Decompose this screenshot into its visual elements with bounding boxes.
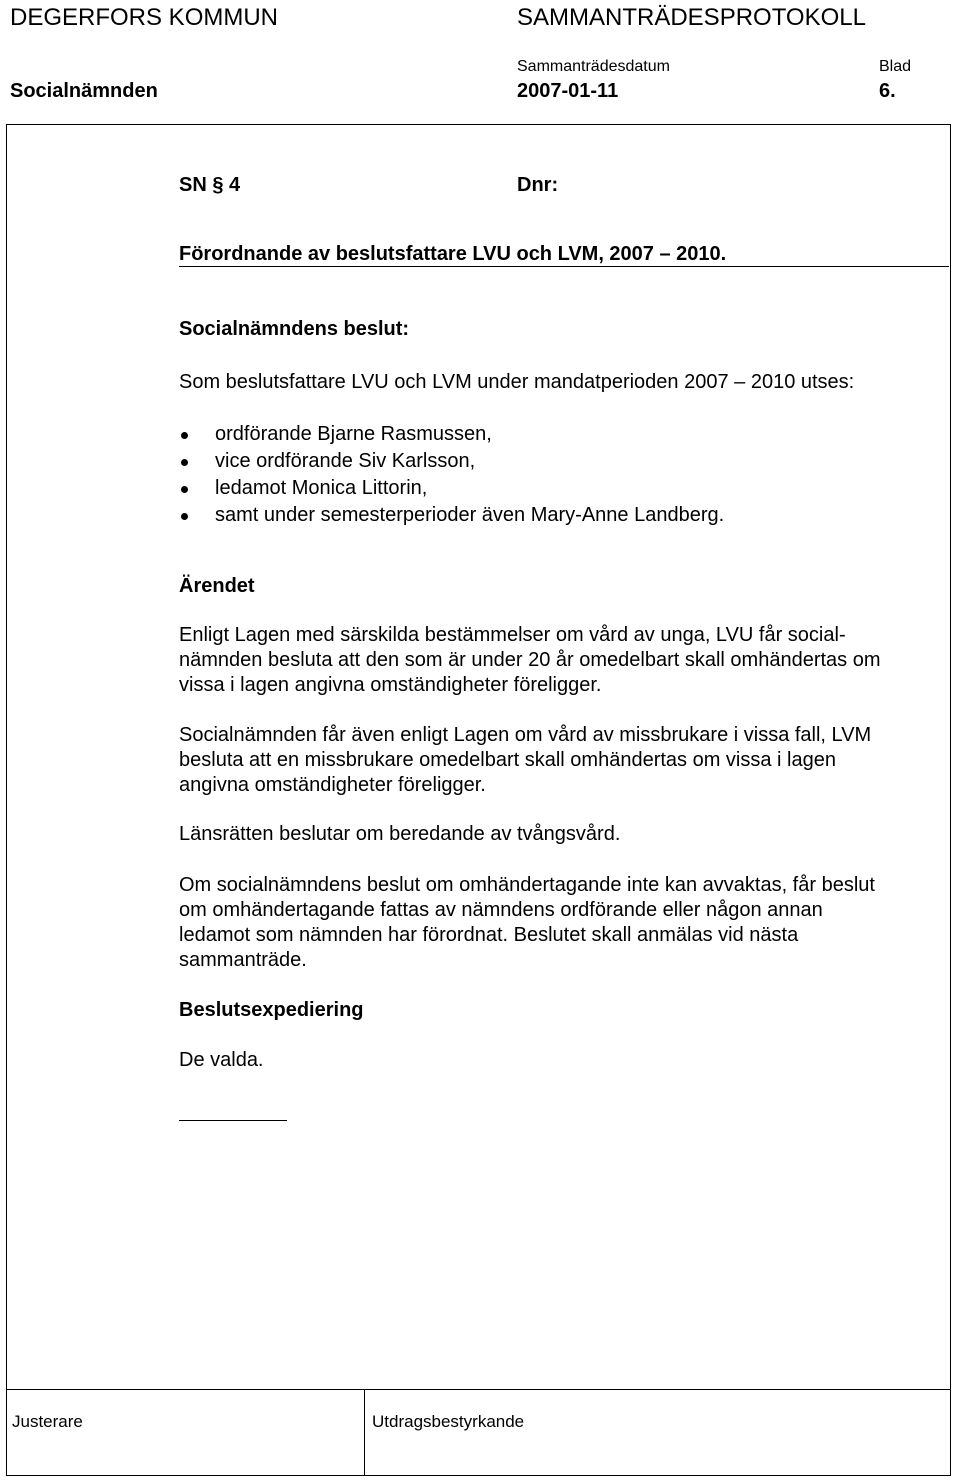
page-label: Blad	[879, 58, 912, 75]
paragraph-line: Enligt Lagen med särskilda bestämmelser om vård av unga, LVU får social-	[179, 624, 846, 646]
matter-heading: Ärendet	[179, 575, 255, 597]
dispatch-heading: Beslutsexpediering	[179, 999, 364, 1021]
paragraph-line: vissa i lagen angivna omständigheter föreligger.	[179, 674, 602, 696]
paragraph-line: om omhändertagande fattas av nämndens ordförande eller någon annan	[179, 899, 823, 921]
footer-column-divider	[364, 1389, 365, 1476]
dnr-label: Dnr:	[517, 174, 559, 196]
paragraph-line: sammanträde.	[179, 949, 307, 971]
paragraph-line: nämnden besluta att den som är under 20 år omedelbart skall omhändertas om	[179, 649, 881, 671]
paragraph-line: Socialnämnden får även enligt Lagen om vård av missbrukare i vissa fall, LVM	[179, 724, 872, 746]
case-title: Förordnande av beslutsfattare LVU och LVM, 2007 – 2010.	[179, 243, 727, 265]
paragraph-line: Om socialnämndens beslut om omhändertagande inte kan avvaktas, får beslut	[179, 874, 875, 896]
list-item: samt under semesterperioder även Mary-Anne Landberg.	[179, 502, 724, 529]
committee-name: Socialnämnden	[10, 80, 158, 102]
decision-heading: Socialnämndens beslut:	[179, 318, 410, 340]
matter-paragraph-lvu	[179, 623, 919, 698]
matter-paragraph-lvm	[179, 723, 919, 798]
title-underline	[179, 266, 949, 267]
page-number: 6.	[879, 80, 896, 102]
appointee-list	[179, 421, 724, 529]
signature-line	[179, 1120, 287, 1121]
municipality-name: DEGERFORS KOMMUN	[10, 4, 279, 31]
paragraph-line: besluta att en missbrukare omedelbart skall omhändertas om vissa i lagen	[179, 749, 836, 771]
paragraph-line: Länsrätten beslutar om beredande av tvångsvård.	[179, 823, 621, 845]
meeting-date: 2007-01-11	[517, 80, 619, 102]
protocol-frame	[6, 124, 951, 1476]
paragraph-line: angivna omständigheter föreligger.	[179, 774, 486, 796]
dispatch-recipients: De valda.	[179, 1049, 264, 1071]
footer-divider	[6, 1389, 951, 1390]
list-item: vice ordförande Siv Karlsson,	[179, 448, 724, 475]
list-item: ordförande Bjarne Rasmussen,	[179, 421, 724, 448]
date-label: Sammanträdesdatum	[517, 58, 670, 75]
document-type: SAMMANTRÄDESPROTOKOLL	[517, 4, 866, 31]
matter-paragraph-court	[179, 822, 919, 847]
case-number: SN § 4	[179, 174, 241, 196]
decision-intro: Som beslutsfattare LVU och LVM under mandatperioden 2007 – 2010 utses:	[179, 371, 855, 393]
matter-paragraph-urgent	[179, 873, 919, 973]
paragraph-line: ledamot som nämnden har förordnat. Beslutet skall anmälas vid nästa	[179, 924, 799, 946]
list-item: ledamot Monica Littorin,	[179, 475, 724, 502]
adjusters-label: Justerare	[12, 1412, 83, 1431]
certifier-label: Utdragsbestyrkande	[372, 1412, 525, 1431]
